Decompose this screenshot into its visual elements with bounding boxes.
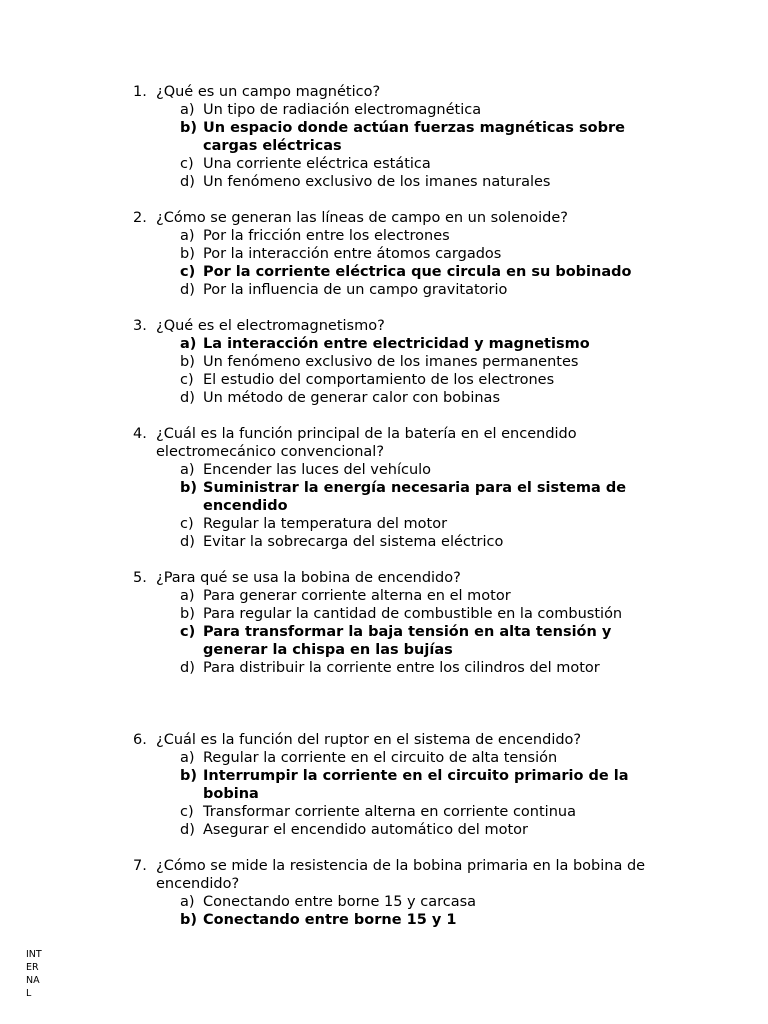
question-number: 7. <box>133 858 147 874</box>
option-a-correct: a) La interacción entre electricidad y magnetismo <box>180 336 590 352</box>
classification-label-line: L <box>26 988 32 999</box>
question-text: ¿Cuál es la función del ruptor en el sistema de encendido? <box>156 732 582 748</box>
question-6 <box>0 731 768 839</box>
option-a: a) Conectando entre borne 15 y carcasa <box>180 894 477 910</box>
option-d: d) Por la influencia de un campo gravitatorio <box>180 282 508 298</box>
option-d: d) Para distribuir la corriente entre los cilindros del motor <box>180 660 600 676</box>
option-b-correct: b) Un espacio donde actúan fuerzas magnéticas sobre <box>180 120 625 136</box>
question-text: ¿Cómo se generan las líneas de campo en un solenoide? <box>156 210 568 226</box>
option-d: d) Evitar la sobrecarga del sistema eléctrico <box>180 534 504 550</box>
question-number: 6. <box>133 732 147 748</box>
question-text: ¿Para qué se usa la bobina de encendido? <box>156 570 461 586</box>
question-1 <box>0 83 768 191</box>
question-text: ¿Qué es un campo magnético? <box>156 84 381 100</box>
option-b-correct: b) Conectando entre borne 15 y 1 <box>180 912 457 928</box>
classification-label-line: NA <box>26 975 40 986</box>
question-text-continued: electromecánico convencional? <box>156 444 385 460</box>
question-text: ¿Cuál es la función principal de la batería en el encendido <box>156 426 577 442</box>
option-c-correct: c) Por la corriente eléctrica que circula en su bobinado <box>180 264 632 280</box>
classification-label-line: INT <box>26 949 42 960</box>
question-text: ¿Cómo se mide la resistencia de la bobina primaria en la bobina de <box>156 858 646 874</box>
option-d: d) Un método de generar calor con bobinas <box>180 390 500 406</box>
question-7 <box>0 857 768 929</box>
option-c: c) Una corriente eléctrica estática <box>180 156 431 172</box>
option-b-correct: b) Interrumpir la corriente en el circuito primario de la <box>180 768 629 784</box>
option-c: c) Transformar corriente alterna en corriente continua <box>180 804 576 820</box>
option-c-continued: generar la chispa en las bujías <box>203 642 453 658</box>
option-b-correct: b) Suministrar la energía necesaria para el sistema de <box>180 480 627 496</box>
option-a: a) Un tipo de radiación electromagnética <box>180 102 482 118</box>
classification-label <box>26 948 46 1000</box>
option-b: b) Para regular la cantidad de combustible en la combustión <box>180 606 623 622</box>
option-b: b) Un fenómeno exclusivo de los imanes permanentes <box>180 354 579 370</box>
option-b-continued: cargas eléctricas <box>203 138 342 154</box>
question-text: ¿Qué es el electromagnetismo? <box>156 318 385 334</box>
option-a: a) Regular la corriente en el circuito de alta tensión <box>180 750 558 766</box>
classification-label-line: ER <box>26 962 39 973</box>
option-a: a) Para generar corriente alterna en el motor <box>180 588 511 604</box>
question-number: 2. <box>133 210 147 226</box>
option-d: d) Un fenómeno exclusivo de los imanes naturales <box>180 174 551 190</box>
option-c-correct: c) Para transformar la baja tensión en alta tensión y <box>180 624 612 640</box>
option-b-continued: bobina <box>203 786 259 802</box>
option-b-continued: encendido <box>203 498 288 514</box>
option-a: a) Por la fricción entre los electrones <box>180 228 450 244</box>
question-4 <box>0 425 768 551</box>
question-3 <box>0 317 768 407</box>
option-c: c) El estudio del comportamiento de los electrones <box>180 372 555 388</box>
quiz-document <box>0 83 768 929</box>
option-b: b) Por la interacción entre átomos cargados <box>180 246 502 262</box>
question-5 <box>0 569 768 677</box>
question-number: 3. <box>133 318 147 334</box>
question-text-continued: encendido? <box>156 876 240 892</box>
question-number: 1. <box>133 84 147 100</box>
question-2 <box>0 209 768 299</box>
option-a: a) Encender las luces del vehículo <box>180 462 432 478</box>
question-number: 4. <box>133 426 147 442</box>
option-d: d) Asegurar el encendido automático del motor <box>180 822 528 838</box>
question-number: 5. <box>133 570 147 586</box>
option-c: c) Regular la temperatura del motor <box>180 516 448 532</box>
